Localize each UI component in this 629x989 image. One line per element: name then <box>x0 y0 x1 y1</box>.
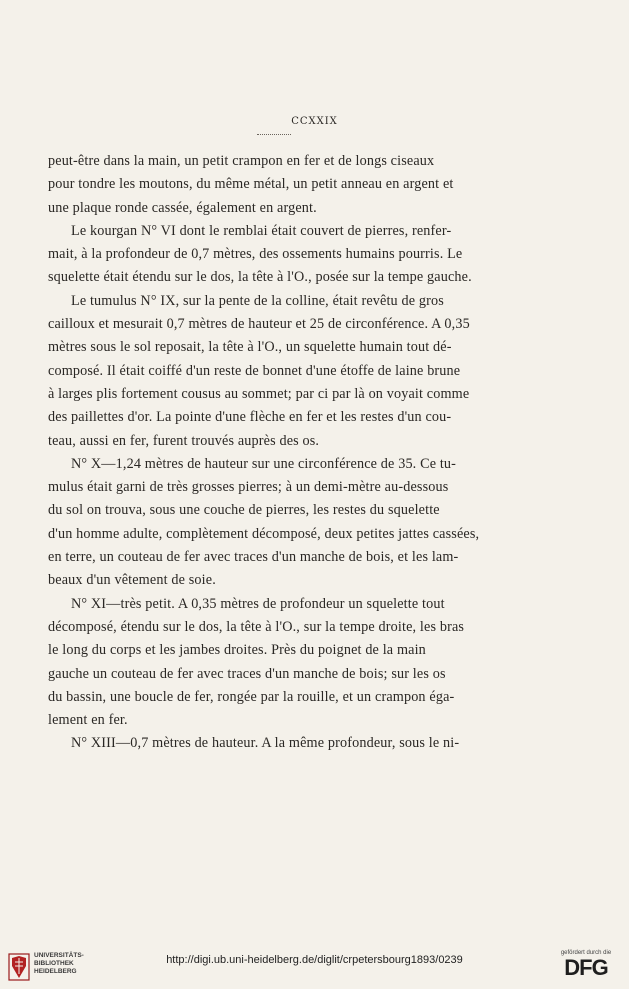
page-number: CCXXIX <box>291 116 338 127</box>
text-line: une plaque ronde cassée, également en argent. <box>48 199 317 216</box>
text-line: pour tondre les moutons, du même métal, un petit anneau en argent et <box>48 176 454 193</box>
funder-caption: gefördert durch die <box>560 950 612 956</box>
library-line-2: BIBLIOTHEK <box>34 960 74 967</box>
body-text <box>48 150 502 756</box>
footer <box>0 944 629 989</box>
text-line: d'un homme adulte, complètement décomposé, deux petites jattes cassées, <box>48 525 480 542</box>
text-line: en terre, un couteau de fer avec traces d'un manche de bois, et les lam- <box>48 549 459 566</box>
text-line: à larges plis fortement cousus au sommet; par ci par là on voyait comme <box>48 385 470 402</box>
text-line: mètres sous le sol reposait, la tête à l'O., un squelette humain tout dé- <box>48 339 452 356</box>
text-line: décomposé, étendu sur le dos, la tête à l'O., sur la tempe droite, les bras <box>48 618 465 635</box>
page-number-underline <box>257 131 291 135</box>
text-line: squelette était étendu sur le dos, la tête à l'O., posée sur la tempe gauche. <box>48 269 472 286</box>
text-line: mulus était garni de très grosses pierres; à un demi-mètre au-dessous <box>48 479 449 496</box>
text-line: Le kourgan N° VI dont le remblai était couvert de pierres, renfer- <box>71 222 452 239</box>
text-line: gauche un couteau de fer avec traces d'un manche de bois; sur les os <box>48 665 446 682</box>
text-line: du bassin, une boucle de fer, rongée par la rouille, et un crampon éga- <box>48 688 455 705</box>
text-line: beaux d'un vêtement de soie. <box>48 572 216 589</box>
library-line-1: UNIVERSITÄTS- <box>34 952 84 959</box>
text-line: cailloux et mesurait 0,7 mètres de hauteur et 25 de circonférence. A 0,35 <box>48 316 470 333</box>
text-line: lement en fer. <box>48 712 128 729</box>
dfg-logo: DFG <box>564 955 608 980</box>
text-line: Le tumulus N° IX, sur la pente de la colline, était revêtu de gros <box>71 292 444 309</box>
text-line: composé. Il était coiffé d'un reste de bonnet d'une étoffe de laine brune <box>48 362 461 379</box>
source-url-link[interactable]: http://digi.ub.uni-heidelberg.de/diglit/crpetersbourg1893/0239 <box>166 954 463 966</box>
text-line: peut-être dans la main, un petit crampon en fer et de longs ciseaux <box>48 153 435 169</box>
text-line: N° XIII—0,7 mètres de hauteur. A la même profondeur, sous le ni- <box>71 735 460 752</box>
text-line: teau, aussi en fer, furent trouvés auprès des os. <box>48 432 320 449</box>
text-line: des paillettes d'or. La pointe d'une flèche en fer et les restes d'un cou- <box>48 409 452 426</box>
text-line: N° X—1,24 mètres de hauteur sur une circonférence de 35. Ce tu- <box>71 455 457 472</box>
text-line: du sol on trouva, sous une couche de pierres, les restes du squelette <box>48 502 440 519</box>
funder-logo[interactable] <box>551 950 621 980</box>
library-line-3: HEIDELBERG <box>34 968 77 975</box>
text-line: le long du corps et les jambes droites. Près du poignet de la main <box>48 642 426 659</box>
text-line: N° XI—très petit. A 0,35 mètres de profondeur un squelette tout <box>71 595 445 612</box>
text-line: mait, à la profondeur de 0,7 mètres, des ossements humains pourris. Le <box>48 246 463 263</box>
